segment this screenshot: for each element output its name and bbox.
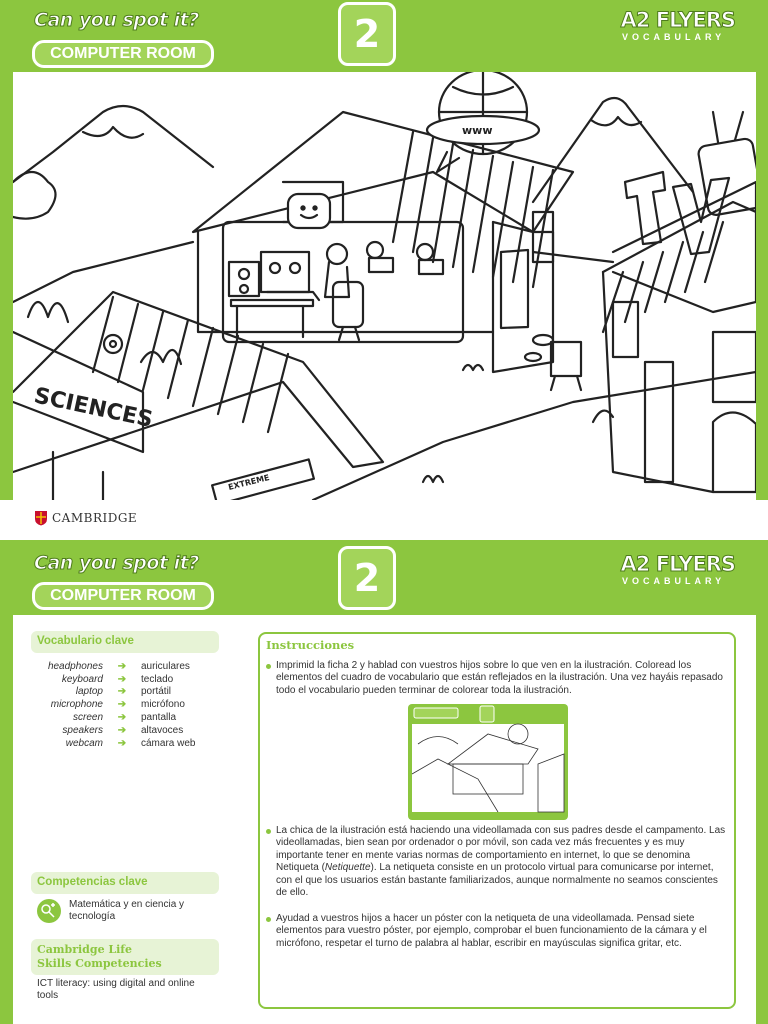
life-skills-title-1: Cambridge Life: [37, 943, 133, 956]
bullet-icon: [266, 664, 271, 669]
science-sign-text: SCIENCES: [31, 383, 155, 433]
list-item: [18, 737, 218, 750]
science-icon: [37, 899, 61, 923]
list-item: [18, 660, 218, 673]
section-pill-2: COMPUTER ROOM: [32, 582, 214, 610]
arrow-icon: ➔: [117, 660, 127, 672]
vocab-es: teclado: [141, 673, 174, 685]
publisher-logo: [34, 510, 137, 526]
list-item: [18, 711, 218, 724]
instructions-title: Instrucciones: [266, 638, 355, 652]
arrow-icon: ➔: [117, 737, 127, 749]
vocab-es: pantalla: [141, 712, 177, 724]
vocab-list: [18, 660, 218, 750]
bullet-icon: [266, 917, 271, 922]
script-title: Can you spot it?: [34, 9, 199, 31]
card-back-header: [0, 540, 768, 615]
thumbnail-image: [408, 704, 568, 820]
extreme-sign-text: EXTREME: [227, 473, 271, 492]
list-item: [18, 686, 218, 699]
arrow-icon: ➔: [117, 673, 127, 685]
vocab-en: webcam: [65, 737, 103, 749]
p2-text-b: ). La netiqueta consiste en un protocolo virtual para comunicarse por internet, con el que los usuarios están bastante familiarizados, aunque normalmente no seamos conscientes de ello.: [276, 862, 718, 899]
instructions-paragraph-1: Imprimid la ficha 2 y hablad con vuestros hijos sobre lo que ven en la ilustración. Coloread los elementos del cuadro de vocabulario que están reflejados en la ilustración. Una vez hayáis repasado todo el vocabulario pueden terminar de colorear toda la ilustración.: [276, 660, 723, 696]
card-thumbnail: [408, 704, 568, 820]
vocab-en: laptop: [75, 686, 103, 698]
card-number: 2: [338, 2, 396, 66]
vocab-title: Vocabulario clave: [31, 631, 219, 653]
competencias-text: Matemática y en ciencia y tecnología: [69, 899, 185, 922]
list-item: [18, 698, 218, 711]
arrow-icon: ➔: [117, 699, 127, 711]
script-title-2: Can you spot it?: [34, 552, 199, 574]
competencias-item: [37, 899, 199, 923]
arrow-icon: ➔: [117, 724, 127, 736]
arrow-icon: ➔: [117, 686, 127, 698]
brand-logo: A2 FLYERS: [620, 8, 735, 32]
arrow-icon: ➔: [117, 712, 127, 724]
list-item: [18, 673, 218, 686]
brand-subtitle-2: VOCABULARY: [622, 576, 726, 586]
vocab-en: keyboard: [61, 673, 103, 685]
illustration: [13, 72, 756, 500]
vocab-es: micrófono: [141, 699, 185, 711]
brand-logo-2: A2 FLYERS: [620, 552, 735, 576]
p2-text-a: La chica de la ilustración está haciendo una videollamada con sus padres desde el campamento. Las videollamadas, bien sean por ordenador o por móvil, son cada vez más frecuentes y es muy importante tener en mente varias normas de comportamiento en internet, lo que se denomina Netiqueta (: [276, 825, 726, 874]
vocab-es: portátil: [141, 686, 172, 698]
globe-text: www: [462, 124, 493, 137]
card-number-2: 2: [338, 546, 396, 610]
instructions-paragraph-3: Ayudad a vuestros hijos a hacer un póster con la netiqueta de una videollamada. Pensad siete elementos para vuestro póster, por ejemplo, comprobar el buen funcionamiento de la cámara y el micrófono, respetar el turno de palabra al hablar, escribir en mayúsculas significa gritar, etc.: [276, 913, 707, 949]
vocab-es: cámara web: [141, 737, 196, 749]
p2-emphasis: Netiquette: [324, 862, 371, 874]
life-skills-text: ICT literacy: using digital and online tools: [37, 978, 195, 1001]
vocab-en: speakers: [62, 724, 103, 736]
vocab-en: microphone: [50, 699, 103, 711]
publisher-name: CAMBRIDGE: [52, 511, 138, 525]
life-skills-title: [31, 939, 219, 975]
life-skills-title-2: Skills Competencies: [37, 957, 162, 970]
village-illustration: [13, 72, 756, 500]
list-item: [18, 724, 218, 737]
vocab-es: altavoces: [141, 724, 184, 736]
section-pill: COMPUTER ROOM: [32, 40, 214, 68]
vocab-en: screen: [72, 712, 103, 724]
vocab-es: auriculares: [141, 660, 190, 672]
bullet-icon: [266, 829, 271, 834]
vocab-en: headphones: [47, 660, 103, 672]
shield-icon: [34, 510, 48, 526]
instructions-paragraph-2: [276, 825, 728, 899]
competencias-title: Competencias clave: [31, 872, 219, 894]
brand-subtitle: VOCABULARY: [622, 32, 726, 42]
